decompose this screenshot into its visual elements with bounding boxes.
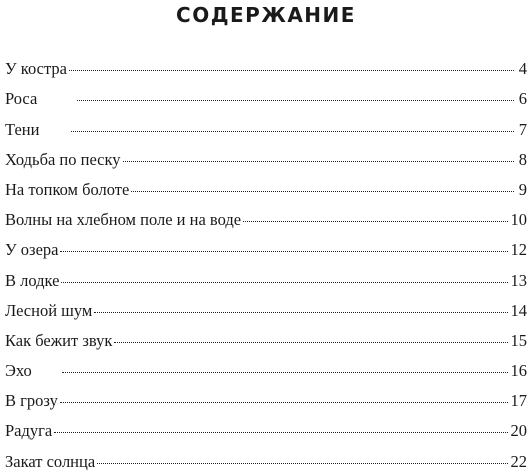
toc-entry[interactable]	[0, 233, 532, 263]
toc-entry-label: Как бежит звук	[5, 330, 113, 350]
toc-entry-page: 14	[510, 300, 527, 320]
dot-leader	[61, 282, 507, 283]
toc-entry-label: Закат солнца	[5, 451, 96, 471]
dot-leader	[94, 312, 507, 313]
toc-entry-label: Ходьба по песку	[5, 149, 121, 169]
dot-leader	[71, 131, 514, 132]
dot-leader	[97, 463, 507, 464]
dot-leader	[123, 161, 514, 162]
toc-entry-page: 22	[510, 451, 527, 471]
toc-entry-page: 17	[510, 391, 527, 411]
toc-entry[interactable]	[0, 173, 532, 203]
dot-leader	[243, 221, 507, 222]
toc-list	[0, 52, 532, 475]
toc-entry[interactable]	[0, 82, 532, 112]
dot-leader	[54, 432, 507, 433]
toc-entry[interactable]	[0, 354, 532, 384]
dot-leader	[60, 251, 507, 252]
toc-entry-label: В грозу	[5, 391, 58, 411]
toc-entry-label: Роса	[5, 89, 38, 109]
dot-leader	[77, 100, 514, 101]
toc-entry[interactable]	[0, 444, 532, 474]
toc-entry[interactable]	[0, 414, 532, 444]
toc-entry[interactable]	[0, 143, 532, 173]
dot-leader	[60, 402, 508, 403]
toc-entry-label: В лодке	[5, 270, 60, 290]
toc-entry-label: Волны на хлебном поле и на воде	[5, 210, 242, 230]
toc-entry-page: 15	[510, 330, 527, 350]
toc-entry-page: 9	[518, 179, 527, 199]
toc-entry[interactable]	[0, 203, 532, 233]
toc-entry[interactable]	[0, 384, 532, 414]
toc-entry[interactable]	[0, 112, 532, 142]
toc-entry-label: Эхо	[5, 361, 32, 381]
toc-entry-label: На топком болоте	[5, 179, 130, 199]
toc-entry-page: 20	[510, 421, 527, 441]
page-title: СОДЕРЖАНИЕ	[176, 3, 356, 27]
toc-entry-page: 12	[510, 240, 527, 260]
toc-entry-label: У озера	[5, 240, 59, 260]
dot-leader	[131, 191, 514, 192]
toc-entry-page: 16	[510, 361, 527, 381]
toc-entry-label: У костра	[5, 59, 67, 79]
toc-entry[interactable]	[0, 324, 532, 354]
toc-entry-label: Лесной шум	[5, 300, 93, 320]
toc-entry-page: 6	[518, 89, 527, 109]
dot-leader	[69, 70, 514, 71]
toc-entry-page: 7	[518, 119, 527, 139]
toc-entry[interactable]	[0, 52, 532, 82]
dot-leader	[114, 342, 507, 343]
toc-entry-label: Тени	[5, 119, 40, 139]
toc-entry[interactable]	[0, 263, 532, 293]
toc-entry-page: 13	[510, 270, 527, 290]
toc-entry-page: 4	[518, 59, 527, 79]
dot-leader	[62, 372, 508, 373]
toc-entry-label: Радуга	[5, 421, 53, 441]
toc-entry-page: 10	[510, 210, 527, 230]
toc-entry-page: 8	[518, 149, 527, 169]
toc-entry[interactable]	[0, 294, 532, 324]
